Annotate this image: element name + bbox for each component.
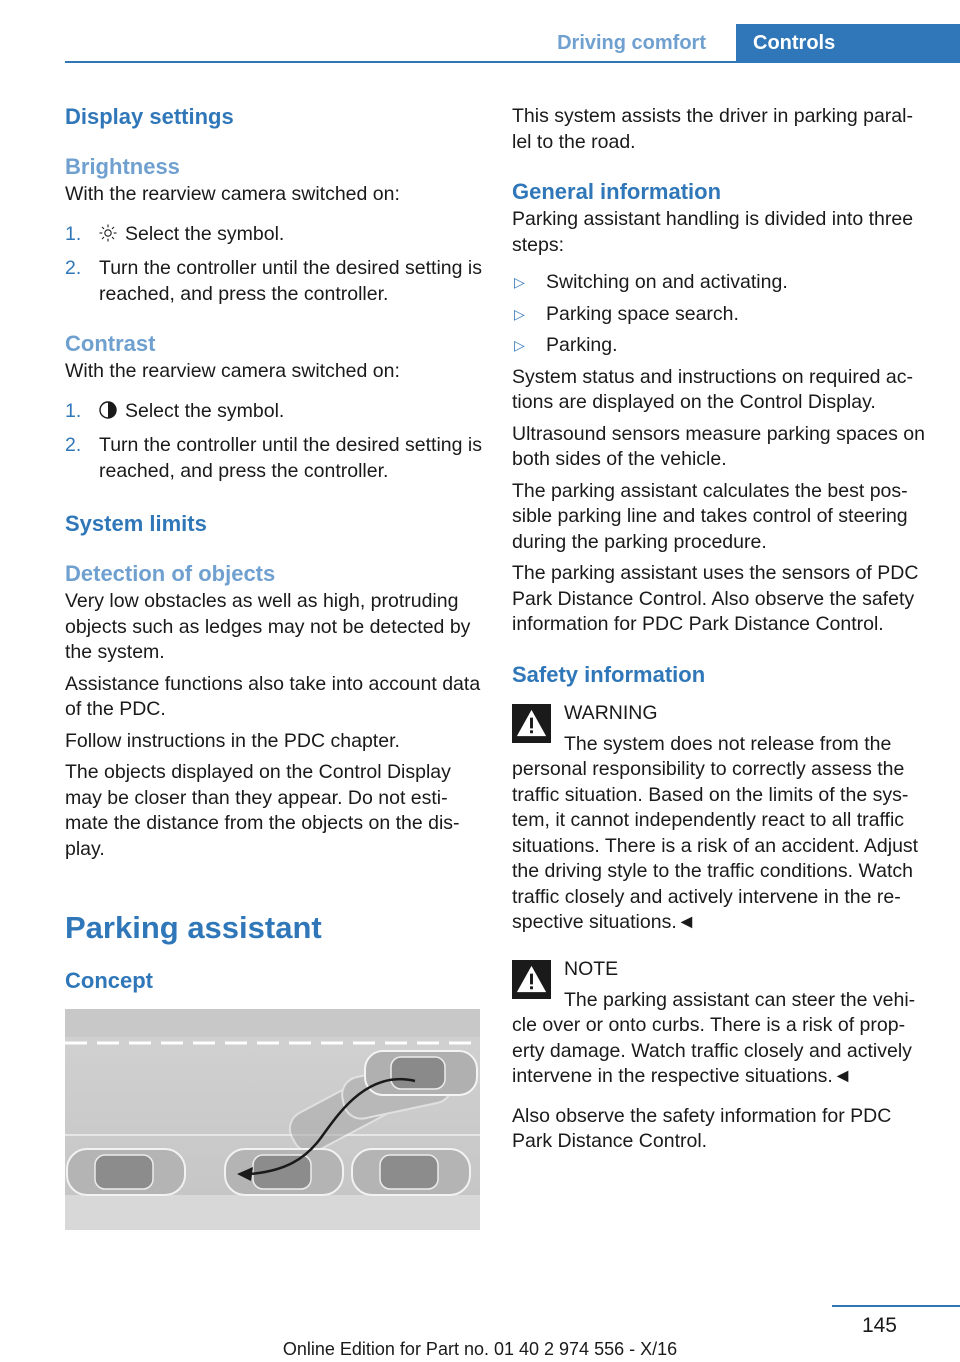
header-rule	[65, 61, 960, 63]
list-item: ▷ Switching on and activating.	[512, 270, 932, 296]
page-header	[0, 24, 960, 62]
step-number: 1.	[65, 399, 82, 422]
warning-text-first-line: The system does not release from the	[564, 732, 892, 755]
contrast-intro: With the rearview camera switched on:	[65, 360, 400, 382]
triangle-bullet-icon: ▷	[514, 274, 525, 290]
warning-icon	[512, 704, 551, 743]
warning-icon	[512, 960, 551, 999]
list-item	[65, 256, 485, 307]
step-text: Turn the controller until the desired setting is reached, and press the controller.	[99, 257, 482, 305]
warning-text: personal responsibility to correctly assess the traffic situation. Based on the limits of the sys-tem, it cannot independently react to all traffic situations. There is a risk of an accident. Adjust the driving style to the traffic conditions. Watch traffic closely and actively intervene in the re-spective situations.◄	[512, 758, 919, 933]
parked-car-left	[67, 1149, 185, 1195]
general-intro: Parking assistant handling is divided into three steps:	[512, 208, 914, 256]
moving-car-top	[365, 1051, 477, 1095]
list-item	[65, 399, 485, 427]
heading-detection-of-objects: Detection of objects	[65, 561, 276, 586]
header-section-tab: Driving comfort	[557, 32, 706, 54]
heading-brightness: Brightness	[65, 154, 180, 179]
detection-paragraph: Very low obstacles as well as high, protruding objects such as ledges may not be detected by the system.	[65, 590, 471, 663]
triangle-bullet-icon: ▷	[514, 305, 525, 322]
step-text: Select the symbol.	[125, 399, 285, 422]
list-item: ▷ Parking.	[512, 333, 932, 359]
note-text-first-line: The parking assistant can steer the vehi-	[564, 988, 916, 1011]
heading-display-settings: Display settings	[65, 104, 234, 129]
parked-car-right	[352, 1149, 470, 1195]
general-paragraph: Ultrasound sensors measure parking spaces on both sides of the vehicle.	[512, 422, 925, 470]
page-number: 145	[861, 1314, 897, 1337]
heading-system-limits: System limits	[65, 511, 207, 536]
heading-general-information: General information	[512, 179, 722, 204]
warning-title: WARNING	[564, 701, 658, 724]
detection-paragraph: The objects displayed on the Control Display may be closer than they appear. Do not esti-mate the distance from the objects on the dis-play.	[65, 761, 460, 860]
closing-paragraph: Also observe the safety information for PDC Park Distance Control.	[512, 1104, 892, 1152]
heading-contrast: Contrast	[65, 331, 156, 356]
right-column	[512, 100, 932, 1155]
step-text: Select the symbol.	[125, 222, 285, 245]
contrast-icon	[99, 401, 119, 427]
triangle-bullet-icon: ▷	[514, 337, 525, 353]
header-chapter-tab: Controls	[736, 24, 960, 62]
step-text: Turn the controller until the desired setting is reached, and press the controller.	[99, 434, 482, 482]
brightness-steps	[65, 222, 485, 308]
note-block	[512, 956, 932, 1090]
heading-parking-assistant: Parking assistant	[65, 910, 322, 945]
footer-rule	[832, 1305, 960, 1307]
parking-concept-illustration	[65, 1009, 480, 1230]
detection-paragraph: Follow instructions in the PDC chapter.	[65, 729, 400, 752]
heading-concept: Concept	[65, 968, 153, 993]
step-number: 1.	[65, 222, 82, 245]
steps-bullet-list	[512, 270, 932, 359]
list-item	[65, 433, 485, 484]
footer-edition: Online Edition for Part no. 01 40 2 974 556 - X/16	[282, 1339, 678, 1359]
brightness-intro: With the rearview camera switched on:	[65, 183, 400, 205]
sun-icon	[99, 224, 119, 250]
detection-paragraph: Assistance functions also take into account data of the PDC.	[65, 672, 481, 720]
list-item: ▷ Parking space search.	[512, 302, 932, 328]
step-number: 2.	[65, 257, 82, 279]
list-item	[65, 222, 485, 250]
general-paragraph: The parking assistant uses the sensors of PDC Park Distance Control. Also observe the safety information for PDC Park Distance Control.	[512, 562, 919, 635]
general-paragraph: The parking assistant calculates the best pos-sible parking line and takes control of steering during the parking procedure.	[512, 479, 908, 553]
heading-safety-information: Safety information	[512, 661, 706, 687]
left-column	[65, 100, 485, 1230]
intro-paragraph: This system assists the driver in parking paral-lel to the road.	[512, 105, 913, 153]
step-number: 2.	[65, 434, 82, 456]
contrast-steps	[65, 399, 485, 485]
general-paragraph: System status and instructions on required ac-tions are displayed on the Control Display.	[512, 365, 914, 413]
warning-block	[512, 700, 932, 936]
note-text: cle over or onto curbs. There is a risk of prop-erty damage. Watch traffic closely and actively intervene in the respective situations.◄	[512, 1014, 912, 1087]
note-title: NOTE	[564, 957, 619, 980]
